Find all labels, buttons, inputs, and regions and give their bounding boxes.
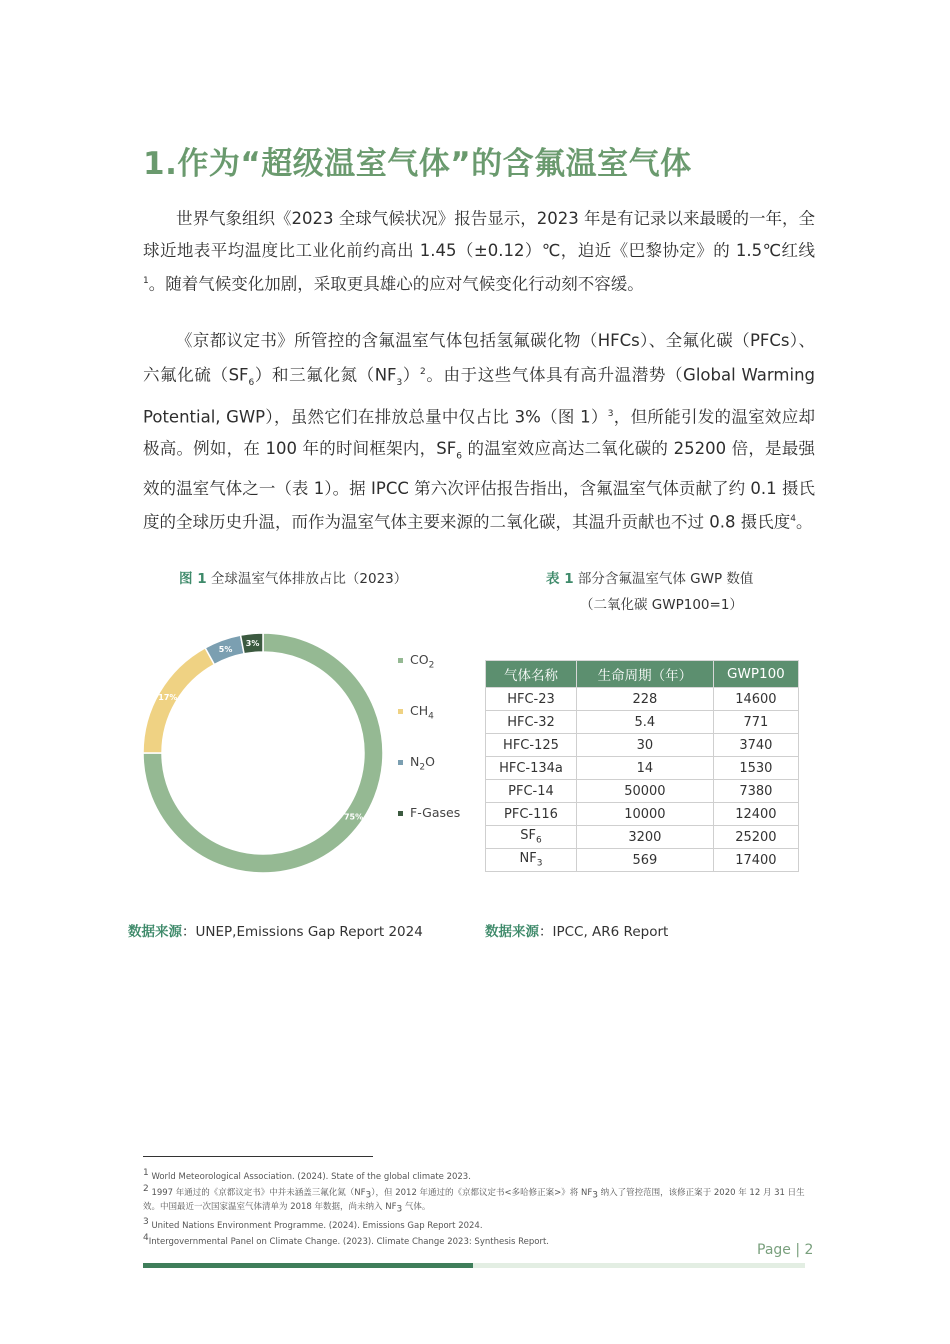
cell-gwp100: 771 <box>713 711 798 734</box>
cell-gwp100: 14600 <box>713 688 798 711</box>
table-row <box>486 734 799 757</box>
cell-gwp100: 3740 <box>713 734 798 757</box>
cell-gwp100: 17400 <box>713 849 798 872</box>
cell-lifetime: 50000 <box>576 780 713 803</box>
table-row <box>486 780 799 803</box>
cell-lifetime: 10000 <box>576 803 713 826</box>
cell-gwp100: 12400 <box>713 803 798 826</box>
cell-gas-name: PFC-14 <box>486 780 577 803</box>
figure-source-label: 数据来源 <box>128 924 182 940</box>
table-source-text: ：IPCC, AR6 Report <box>539 924 669 940</box>
table-row <box>486 826 799 849</box>
donut-label-co2: 75% <box>343 812 364 822</box>
legend-swatch <box>398 760 403 765</box>
footnote-2: $^2$ 1997 年通过的《京都议定书》中并未涵盖三氟化氮$(NF_3)$，但 2012 年通过的《京都议定书<多哈修正案>》将 $NF_3$ 纳入了管控范围，该修正案于 2020 年 12 月 31 日生效。中国最近一次国家温室气体清单为 2018 年数据，尚未纳入 $NF_3$ 气体。 <box>143 1183 805 1216</box>
paragraph-2: 《京都议定书》所管控的含氟温室气体包括氢氟碳化物（HFCs）、全氟化碳（PFCs）、六氟化硫$(SF_6)$和三氟化氮$(NF_3)^2$。由于这些气体具有高升温潜势（Global Warming Potential, GWP），虽然它们在排放总量中仅占比 3%（图 1）$^3$，但所能引发的温室效应却极高。例如，在 100 年的时间框架内，$SF_6$ 的温室效应高达二氧化碳的 25200 倍，是最强效的温室气体之一（表 1）。据 IPCC 第六次评估报告指出，含氟温室气体贡献了约 0.1 摄氏度的全球历史升温，而作为温室气体主要来源的二氧化碳，其温升贡献也不过 0.8 摄氏度$^4$。 <box>143 331 815 532</box>
figure-source-text: ：UNEP,Emissions Gap Report 2024 <box>182 924 423 940</box>
footnote-3: $^3$ United Nations Environment Programme. (2024). Emissions Gap Report 2024. <box>143 1217 483 1231</box>
cell-lifetime: 3200 <box>576 826 713 849</box>
cell-gas-name: HFC-23 <box>486 688 577 711</box>
header-gwp100: GWP100 <box>713 661 798 688</box>
cell-gas-name: HFC-125 <box>486 734 577 757</box>
cell-lifetime: 5.4 <box>576 711 713 734</box>
figure-caption-label: 图 1 <box>179 571 207 587</box>
cell-gas-name: HFC-134a <box>486 757 577 780</box>
footnote-4: $^4$Intergovernmental Panel on Climate Change. (2023). Climate Change 2023: Synthesis Report. <box>143 1232 549 1247</box>
cell-gwp100: 25200 <box>713 826 798 849</box>
table-caption-line2: （二氧化碳 GWP100=1） <box>580 597 743 613</box>
legend-item: $CH_4$ <box>398 703 434 722</box>
cell-gwp100: 1530 <box>713 757 798 780</box>
gwp-table <box>485 660 799 872</box>
table-row <box>486 757 799 780</box>
table-row <box>486 711 799 734</box>
footnote-1: $^1$ World Meteorological Association. (2024). State of the global climate 2023. <box>143 1168 471 1182</box>
cell-lifetime: 14 <box>576 757 713 780</box>
cell-lifetime: 30 <box>576 734 713 757</box>
footer-bar-light <box>473 1263 805 1268</box>
donut-label-f-gases: 3% <box>245 638 260 648</box>
cell-gas-name: $NF_3$ <box>486 849 577 872</box>
cell-gas-name: HFC-32 <box>486 711 577 734</box>
paragraph-1: 世界气象组织《2023 全球气候状况》报告显示，2023 年是有记录以来最暖的一年，全球近地表平均温度比工业化前约高出 1.45（±0.12）℃，迫近《巴黎协定》的 1.5℃红线$^1$。随着气候变化加剧，采取更具雄心的应对气候变化行动刻不容缓。 <box>143 209 815 294</box>
footnote-divider <box>143 1156 373 1157</box>
table-header-row <box>486 661 799 688</box>
table-row <box>486 849 799 872</box>
figure-caption-text: 全球温室气体排放占比（2023） <box>210 571 408 587</box>
cell-lifetime: 228 <box>576 688 713 711</box>
section-title: 1.作为“超级温室气体”的含氟温室气体 <box>143 146 692 182</box>
legend-swatch <box>398 811 403 816</box>
cell-lifetime: 569 <box>576 849 713 872</box>
table-row <box>486 803 799 826</box>
header-gas-name: 气体名称 <box>486 661 577 688</box>
donut-label-n2o: 5% <box>218 645 233 655</box>
cell-gwp100: 7380 <box>713 780 798 803</box>
donut-chart <box>140 630 386 876</box>
table-source <box>485 920 668 940</box>
cell-gas-name: $SF_6$ <box>486 826 577 849</box>
legend-swatch <box>398 709 403 714</box>
donut-slice-ch4 <box>143 648 214 753</box>
table-caption <box>546 567 753 587</box>
legend-item: $CO_2$ <box>398 652 434 671</box>
figure-source <box>128 920 423 940</box>
table-source-label: 数据来源 <box>485 924 539 940</box>
header-lifetime: 生命周期（年） <box>576 661 713 688</box>
figure-caption <box>179 567 407 587</box>
page-number: Page | 2 <box>757 1242 814 1258</box>
table-caption-text: 部分含氟温室气体 GWP 数值 <box>577 571 754 587</box>
footnotes <box>143 1167 808 1248</box>
legend-swatch <box>398 658 403 663</box>
legend-item: $N_2O$ <box>398 754 435 773</box>
cell-gas-name: PFC-116 <box>486 803 577 826</box>
table-caption-label: 表 1 <box>546 571 574 587</box>
table-row <box>486 688 799 711</box>
donut-label-ch4: 17% <box>158 692 178 702</box>
footer-bar-dark <box>143 1263 473 1268</box>
legend-item: F-Gases <box>398 805 460 820</box>
